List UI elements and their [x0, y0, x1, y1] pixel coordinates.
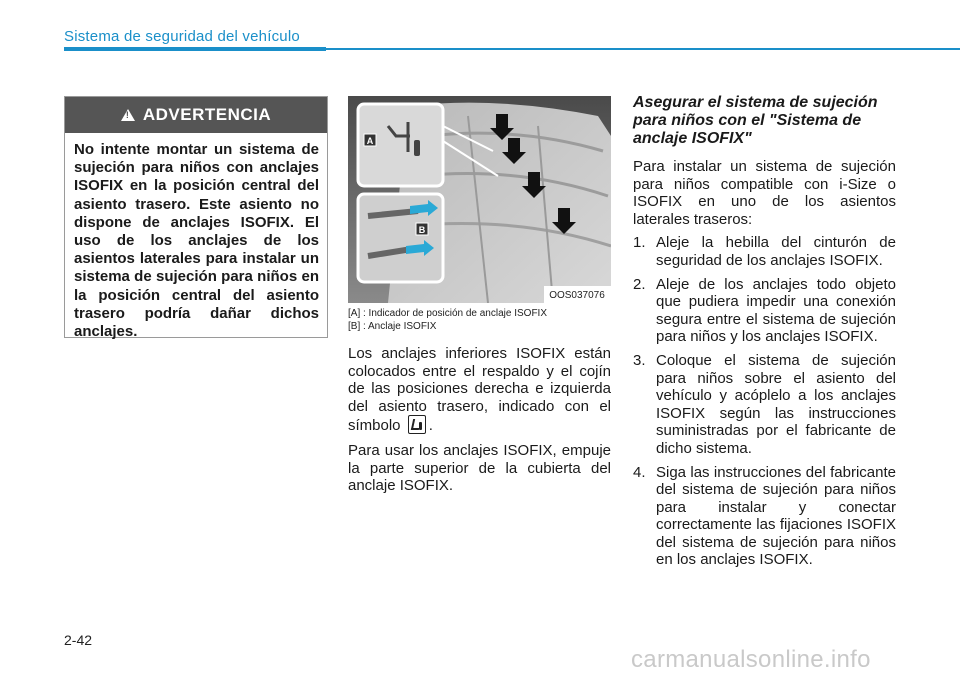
step-number: 3. — [633, 351, 646, 369]
intro-paragraph: Para instalar un sistema de sujeción para niños compatible con i-Size o ISOFIX en uno de los asientos laterales traseros: — [633, 158, 896, 228]
figure-label-a: A — [366, 136, 374, 146]
paragraph-anchors-end: . — [428, 417, 433, 435]
seat-photo-illustration — [348, 96, 611, 303]
step-text: Coloque el sistema de sujeción para niños sobre el asiento del vehículo y acóplelo a los anclajes ISOFIX según las instrucciones suministradas por el fabricante de dicho sistema. — [656, 351, 896, 457]
step-number: 4. — [633, 463, 646, 481]
warning-heading: ADVERTENCIA — [142, 105, 272, 124]
seat-photo — [348, 96, 611, 303]
page-number: 2-42 — [64, 632, 93, 648]
header-rule-thick — [64, 47, 326, 51]
paragraph-anchors-text: Los anclajes inferiores ISOFIX están colocados entre el respaldo y el cojín de las posiciones derecha e izquierda del asiento trasero, indicado con el símbolo — [348, 345, 611, 435]
section-heading: Asegurar el sistema de sujeción para niños con el "Sistema de anclaje ISOFIX" — [633, 94, 878, 147]
warning-triangle-icon — [121, 109, 135, 121]
list-item — [633, 276, 896, 346]
step-text: Aleje de los anclajes todo objeto que pudiera impedir una conexión segura entre el sistema de sujeción para niños y los anclajes ISOFIX. — [656, 275, 896, 346]
isofix-symbol-icon — [408, 415, 426, 434]
watermark: carmanualsonline.info — [631, 646, 871, 673]
right-column — [633, 94, 896, 575]
figure-label-b: B — [418, 225, 426, 235]
list-item — [633, 464, 896, 570]
list-item — [633, 234, 896, 269]
step-text: Siga las instrucciones del fabricante del sistema de sujeción para niños para instalar y conectar correctamente las fijaciones ISOFIX del sistema de sujeción para niños en los anclajes ISOFIX. — [656, 463, 896, 569]
warning-header — [65, 97, 327, 133]
step-number: 2. — [633, 275, 646, 293]
step-text: Aleje la hebilla del cinturón de seguridad de los anclajes ISOFIX. — [656, 234, 896, 269]
caption-a: [A] : Indicador de posición de anclaje ISOFIX — [348, 308, 547, 319]
step-number: 1. — [633, 234, 646, 252]
paragraph-anchors — [348, 345, 611, 435]
section-title: Sistema de seguridad del vehículo — [64, 28, 300, 45]
header-rule-thin — [326, 48, 960, 50]
figure-caption — [348, 307, 547, 333]
figure-code: OOS037076 — [549, 290, 605, 301]
caption-b: [B] : Anclaje ISOFIX — [348, 321, 437, 332]
list-item — [633, 352, 896, 458]
warning-box — [64, 96, 328, 341]
middle-body — [348, 345, 611, 502]
warning-text: No intente montar un sistema de sujeción para niños con anclajes ISOFIX en la posición central del asiento trasero. Este asiento no dispone de anclajes ISOFIX. El uso de los anclajes de los asientos laterales para instalar un sistema de sujeción para niños en la posición central del asiento trasero podría dañar dichos anclajes. — [74, 141, 319, 341]
paragraph-cover: Para usar los anclajes ISOFIX, empuje la parte superior de la cubierta del anclaje ISOFIX. — [348, 441, 611, 495]
steps-list — [633, 234, 896, 569]
